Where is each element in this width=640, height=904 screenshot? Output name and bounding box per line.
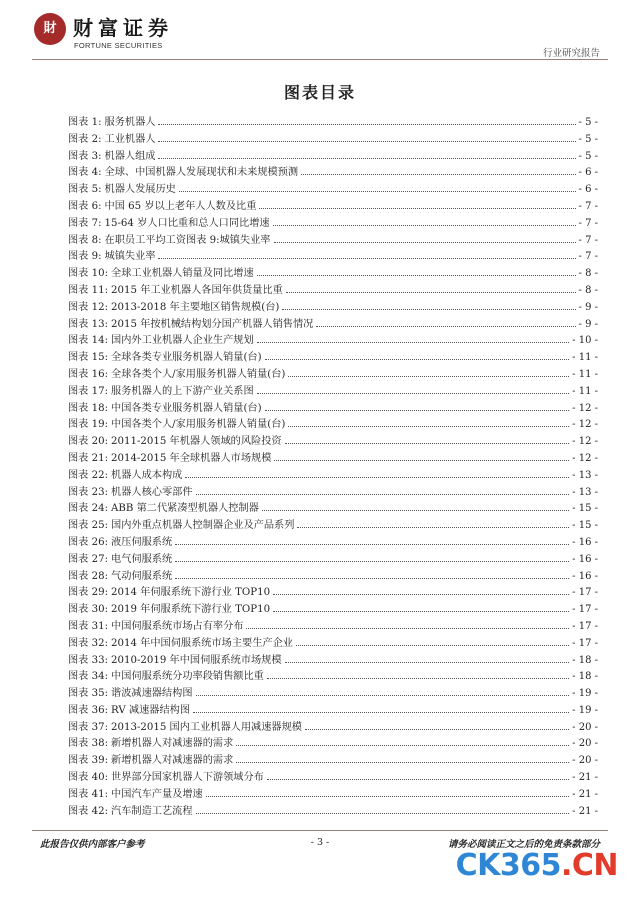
toc-figure-label: 图表 36: [68,704,109,716]
toc-entry[interactable] [68,583,598,600]
toc-page-number: - 17 - [572,620,598,632]
toc-page-number: - 15 - [572,520,598,532]
toc-entry[interactable] [68,315,598,332]
footer-divider [32,830,608,831]
toc-page-number: - 20 - [572,721,598,733]
toc-leader-dots [257,393,570,394]
toc-figure-label: 图表 4: [68,167,102,179]
toc-leader-dots [246,628,569,629]
toc-leader-dots [158,158,575,159]
toc-page-number: - 21 - [572,788,598,800]
page-title: 图表目录 [283,83,356,102]
toc-entry[interactable] [68,567,598,584]
toc-leader-dots [273,611,569,612]
toc-entry[interactable] [68,449,598,466]
toc-leader-dots [158,141,575,142]
toc-leader-dots [185,477,569,478]
toc-figure-title[interactable]: 工业机器人 [104,133,156,145]
toc-figure-title[interactable]: 世界部分国家机器人下游领域分布 [111,772,264,784]
toc-figure-title[interactable]: 谐波减速器结构图 [111,688,193,700]
toc-entry[interactable] [68,130,598,147]
toc-entry[interactable] [68,163,598,180]
toc-figure-label: 图表 38: [68,738,109,750]
toc-page-number: - 18 - [572,671,598,683]
toc-figure-label: 图表 35: [68,688,109,700]
toc-entry[interactable] [68,147,598,164]
toc-figure-title[interactable]: ABB 第二代紧凑型机器人控制器 [111,503,259,515]
toc-entry[interactable] [68,432,598,449]
toc-figure-label: 图表 37: [68,721,109,733]
toc-figure-label: 图表 27: [68,553,109,565]
toc-page-number: - 19 - [572,704,598,716]
toc-page-number: - 21 - [572,772,598,784]
toc-figure-title[interactable]: 全球工业机器人销量及同比增速 [111,268,254,280]
toc-figure-label: 图表 9: [68,251,102,263]
company-name-en: FORTUNE SECURITIES [74,41,163,50]
toc-page-number: - 5 - [578,150,598,162]
toc-figure-title[interactable]: 15-64 岁人口比重和总人口同比增速 [104,217,270,229]
toc-page-number: - 12 - [572,436,598,448]
toc-page-number: - 17 - [572,637,598,649]
toc-leader-dots [175,544,569,545]
toc-figure-label: 图表 41: [68,788,109,800]
toc-figure-title[interactable]: 机器人发展历史 [104,184,176,196]
toc-figure-label: 图表 12: [68,301,109,313]
toc-entry[interactable] [68,734,598,751]
toc-leader-dots [196,813,570,814]
toc-page-number: - 19 - [572,688,598,700]
toc-figure-label: 图表 20: [68,436,109,448]
toc-entry[interactable] [68,214,598,231]
toc-leader-dots [267,678,569,679]
toc-leader-dots [297,527,569,528]
toc-leader-dots [267,779,569,780]
toc-page-number: - 16 - [572,553,598,565]
toc-figure-title[interactable]: 中国 65 岁以上老年人人数及比重 [104,200,257,212]
toc-figure-label: 图表 21: [68,452,109,464]
toc-figure-title[interactable]: 新增机器人对减速器的需求 [111,738,234,750]
toc-figure-label: 图表 6: [68,200,102,212]
toc-page-number: - 20 - [572,738,598,750]
toc-figure-title[interactable]: 机器人核心零部件 [111,486,193,498]
toc-figure-title[interactable]: 中国各类个人/家用服务机器人销量(台) [111,419,286,431]
toc-figure-title[interactable]: 2015 年按机械结构划分国产机器人销售情况 [111,318,314,330]
toc-figure-label: 图表 10: [68,268,109,280]
toc-figure-title[interactable]: 2013-2015 国内工业机器人用减速器规模 [111,721,302,733]
toc-figure-label: 图表 42: [68,805,109,817]
toc-entry[interactable] [68,600,598,617]
toc-leader-dots [273,594,569,595]
toc-leader-dots [179,191,576,192]
toc-leader-dots [236,762,569,763]
page-number: - 3 - [310,837,330,848]
watermark-cn: CN [571,848,618,883]
toc-figure-title[interactable]: 中国汽车产量及增速 [111,788,203,800]
toc-figure-label: 图表 39: [68,755,109,767]
toc-entry[interactable] [68,617,598,634]
toc-entry[interactable] [68,348,598,365]
toc-figure-title[interactable]: 服务机器人的上下游产业关系图 [111,385,254,397]
toc-figure-title[interactable]: 2013-2018 年主要地区销售规模(台) [111,301,280,313]
toc-figure-label: 图表 28: [68,570,109,582]
toc-page-number: - 20 - [572,755,598,767]
toc-leader-dots [265,410,570,411]
toc-figure-label: 图表 26: [68,536,109,548]
toc-page-number: - 11 - [572,385,598,397]
toc-leader-dots [316,326,575,327]
toc-page-number: - 17 - [572,604,598,616]
toc-entry[interactable] [68,785,598,802]
toc-figure-title[interactable]: 全球、中国机器人发展现状和未来规模预测 [104,167,299,179]
header-divider [32,59,608,60]
toc-figure-label: 图表 1: [68,117,102,128]
toc-page-number: - 7 - [578,200,598,212]
toc-figure-title[interactable]: 中国伺服系统市场占有率分布 [111,620,244,632]
toc-page-number: - 10 - [572,335,598,347]
toc-figure-title[interactable]: 中国伺服系统分功率段销售额比重 [111,671,264,683]
toc-page-number: - 16 - [572,570,598,582]
toc-entry[interactable] [68,684,598,701]
toc-page-number: - 13 - [572,469,598,481]
toc-figure-title[interactable]: 2014 年伺服系统下游行业 TOP10 [111,587,271,599]
toc-leader-dots [158,124,575,125]
site-watermark [456,848,618,883]
watermark-ck: CK [455,848,500,883]
toc-leader-dots [286,292,576,293]
toc-leader-dots [175,578,569,579]
toc-leader-dots [259,208,575,209]
toc-leader-dots [196,494,570,495]
toc-entry[interactable] [68,281,598,298]
toc-leader-dots [301,174,575,175]
toc-figure-label: 图表 23: [68,486,109,498]
toc-page-number: - 7 - [578,217,598,229]
toc-figure-title[interactable]: 2019 年伺服系统下游行业 TOP10 [111,604,271,616]
toc-page-number: - 6 - [578,167,598,179]
toc-figure-label: 图表 3: [68,150,102,162]
toc-figure-label: 图表 16: [68,368,109,380]
toc-figure-label: 图表 22: [68,469,109,481]
toc-figure-label: 图表 32: [68,637,109,649]
toc-entry[interactable] [68,718,598,735]
toc-entry[interactable] [68,516,598,533]
toc-entry[interactable] [68,113,598,130]
toc-figure-label: 图表 2: [68,133,102,145]
toc-figure-title[interactable]: 2011-2015 年机器人领域的风险投资 [111,436,282,448]
toc-figure-title[interactable]: 机器人成本构成 [111,469,183,481]
toc-figure-label: 图表 29: [68,587,109,599]
toc-figure-title[interactable]: 国内外重点机器人控制器企业及产品系列 [111,520,295,532]
toc-page-number: - 9 - [578,318,598,330]
toc-figure-label: 图表 31: [68,620,109,632]
toc-leader-dots [282,309,575,310]
toc-figure-label: 图表 13: [68,318,109,330]
toc-leader-dots [305,729,569,730]
toc-figure-label: 图表 19: [68,419,109,431]
toc-leader-dots [288,426,569,427]
watermark-number: 365 [499,848,561,883]
toc-entry[interactable] [68,751,598,768]
toc-figure-title[interactable]: 国内外工业机器人企业生产规划 [111,335,254,347]
toc-page-number: - 9 - [578,301,598,313]
toc-page-number: - 12 - [572,419,598,431]
toc-figure-label: 图表 5: [68,184,102,196]
toc-leader-dots [196,695,570,696]
toc-figure-title[interactable]: 2014-2015 年全球机器人市场规模 [111,452,272,464]
toc-page-number: - 6 - [578,184,598,196]
toc-leader-dots [257,275,576,276]
toc-entry[interactable] [68,651,598,668]
toc-figure-label: 图表 30: [68,604,109,616]
toc-leader-dots [236,745,569,746]
toc-entry[interactable] [68,298,598,315]
toc-entry[interactable] [68,180,598,197]
toc-figure-label: 图表 18: [68,402,109,414]
toc-figure-title[interactable]: 电气伺服系统 [111,553,173,565]
toc-figure-label: 图表 33: [68,654,109,666]
company-logo-seal: 財 [34,13,66,45]
toc-figure-label: 图表 17: [68,385,109,397]
toc-figure-label: 图表 7: [68,217,102,229]
footer-disclaimer-left: 此报告仅供内部客户参考 [40,839,145,850]
toc-leader-dots [296,645,569,646]
toc-figure-title[interactable]: 新增机器人对减速器的需求 [111,755,234,767]
toc-page-number: - 5 - [578,133,598,145]
toc-figure-title[interactable]: 在职员工平均工资图表 9:城镇失业率 [104,234,271,246]
toc-entry[interactable] [68,247,598,264]
toc-leader-dots [257,342,570,343]
toc-entry[interactable] [68,466,598,483]
toc-entry[interactable] [68,231,598,248]
table-of-figures [68,113,598,818]
toc-figure-title[interactable]: 气动伺服系统 [111,570,173,582]
toc-figure-title[interactable]: RV 减速器结构图 [111,704,191,716]
toc-page-number: - 7 - [578,251,598,263]
toc-entry[interactable] [68,399,598,416]
toc-figure-label: 图表 25: [68,520,109,532]
toc-page-number: - 5 - [578,117,598,128]
toc-leader-dots [262,510,569,511]
toc-figure-label: 图表 11: [68,284,109,296]
toc-figure-label: 图表 40: [68,772,109,784]
toc-figure-title[interactable]: 全球各类专业服务机器人销量(台) [111,352,262,364]
toc-entry[interactable] [68,415,598,432]
toc-entry[interactable] [68,483,598,500]
toc-leader-dots [273,225,576,226]
toc-entry[interactable] [68,499,598,516]
toc-figure-title[interactable]: 服务机器人 [104,117,156,128]
toc-figure-title[interactable]: 2014 年中国伺服系统市场主要生产企业 [111,637,293,649]
toc-figure-title[interactable]: 液压伺服系统 [111,536,173,548]
footer-disclaimer-right: 请务必阅读正文之后的免责条款部分 [447,839,600,850]
watermark-dot: . [560,848,572,883]
toc-leader-dots [265,359,570,360]
toc-leader-dots [274,460,569,461]
toc-page-number: - 11 - [572,352,598,364]
toc-entry[interactable] [68,365,598,382]
toc-figure-label: 图表 15: [68,352,109,364]
toc-page-number: - 12 - [572,402,598,414]
toc-page-number: - 17 - [572,587,598,599]
report-type-label: 行业研究报告 [542,48,600,59]
toc-entry[interactable] [68,768,598,785]
toc-figure-label: 图表 14: [68,335,109,347]
toc-entry[interactable] [68,550,598,567]
toc-leader-dots [274,242,576,243]
toc-figure-title[interactable]: 2010-2019 年中国伺服系统市场规模 [111,654,282,666]
toc-entry[interactable] [68,264,598,281]
toc-leader-dots [285,443,570,444]
toc-figure-label: 图表 34: [68,671,109,683]
toc-figure-label: 图表 8: [68,234,102,246]
toc-page-number: - 8 - [578,268,598,280]
toc-page-number: - 12 - [572,452,598,464]
toc-page-number: - 7 - [578,234,598,246]
toc-leader-dots [193,712,569,713]
toc-leader-dots [206,796,569,797]
toc-entry[interactable] [68,634,598,651]
toc-entry[interactable] [68,701,598,718]
toc-figure-label: 图表 24: [68,503,109,515]
toc-figure-title[interactable]: 2015 年工业机器人各国年供货量比重 [111,284,283,296]
toc-figure-title[interactable]: 汽车制造工艺流程 [111,805,193,817]
toc-page-number: - 21 - [572,805,598,817]
toc-leader-dots [175,561,569,562]
toc-page-number: - 11 - [572,368,598,380]
toc-page-number: - 18 - [572,654,598,666]
page-header [0,0,640,62]
toc-figure-title[interactable]: 全球各类个人/家用服务机器人销量(台) [111,368,286,380]
company-name-cn: 财富证券 [73,16,173,40]
toc-leader-dots [288,376,569,377]
toc-leader-dots [285,662,570,663]
toc-figure-title[interactable]: 中国各类专业服务机器人销量(台) [111,402,262,414]
toc-page-number: - 16 - [572,536,598,548]
toc-entry[interactable] [68,667,598,684]
toc-figure-title[interactable]: 机器人组成 [104,150,156,162]
toc-entry[interactable] [68,802,598,819]
toc-page-number: - 15 - [572,503,598,515]
toc-entry[interactable] [68,533,598,550]
toc-page-number: - 8 - [578,284,598,296]
toc-figure-title[interactable]: 城镇失业率 [104,251,156,263]
toc-leader-dots [158,258,575,259]
toc-entry[interactable] [68,331,598,348]
toc-page-number: - 13 - [572,486,598,498]
toc-entry[interactable] [68,382,598,399]
toc-entry[interactable] [68,197,598,214]
